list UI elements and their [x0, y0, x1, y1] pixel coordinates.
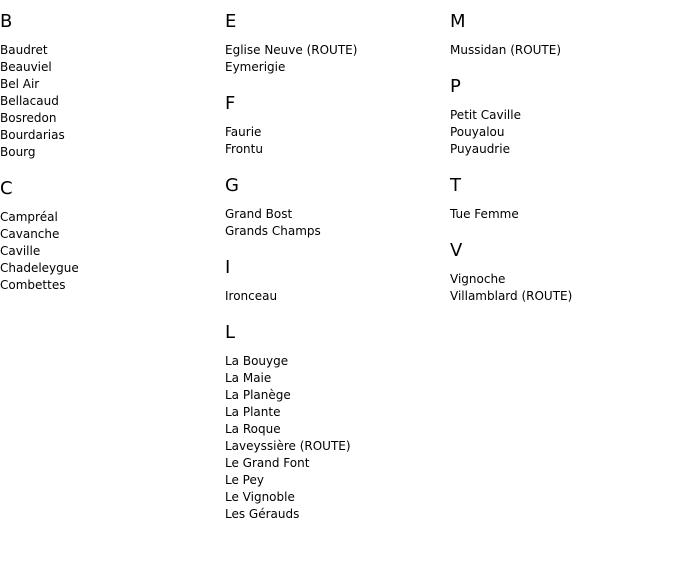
letter-group-m: [450, 11, 675, 59]
group-letter: T: [450, 175, 461, 196]
list-item: La Roque: [225, 422, 281, 436]
list-item: Grands Champs: [225, 224, 321, 238]
index-column-1: [0, 11, 225, 311]
group-letter: G: [225, 175, 239, 196]
letter-group-v: [450, 240, 675, 305]
letter-group-p: [450, 76, 675, 158]
list-item: La Maie: [225, 371, 272, 385]
group-letter: C: [0, 178, 13, 199]
group-letter: L: [225, 322, 236, 343]
group-letter: M: [450, 11, 466, 32]
entry-list: [450, 206, 675, 223]
entry-list: [450, 107, 675, 158]
list-item: Villamblard (ROUTE): [450, 289, 573, 303]
list-item: La Plante: [225, 405, 281, 419]
list-item: Vignoche: [450, 272, 506, 286]
letter-group-f: [225, 93, 450, 158]
list-item: Les Gérauds: [225, 507, 300, 521]
list-item: Bosredon: [0, 111, 57, 125]
entry-list: [225, 42, 450, 76]
entry-list: [450, 42, 675, 59]
letter-group-b: [0, 11, 225, 161]
list-item: Bourdarias: [0, 128, 65, 142]
list-item: Le Vignoble: [225, 490, 295, 504]
index-column-3: [450, 11, 675, 322]
letter-group-c: [0, 178, 225, 294]
list-item: Laveyssière (ROUTE): [225, 439, 351, 453]
index-column-2: [225, 11, 450, 540]
list-item: Baudret: [0, 43, 48, 57]
list-item: Eymerigie: [225, 60, 286, 74]
letter-group-i: [225, 257, 450, 305]
group-letter: P: [450, 76, 461, 97]
group-letter: E: [225, 11, 237, 32]
entry-list: [225, 206, 450, 240]
list-item: Bel Air: [0, 77, 40, 91]
letter-group-g: [225, 175, 450, 240]
list-item: Eglise Neuve (ROUTE): [225, 43, 358, 57]
list-item: Grand Bost: [225, 207, 293, 221]
entry-list: [450, 271, 675, 305]
list-item: Bellacaud: [0, 94, 59, 108]
list-item: Puyaudrie: [450, 142, 510, 156]
list-item: Caville: [0, 244, 41, 258]
letter-group-e: [225, 11, 450, 76]
letter-group-l: [225, 322, 450, 523]
list-item: Ironceau: [225, 289, 278, 303]
entry-list: [225, 288, 450, 305]
list-item: Pouyalou: [450, 125, 505, 139]
list-item: Beauviel: [0, 60, 52, 74]
list-item: Le Pey: [225, 473, 264, 487]
list-item: La Bouyge: [225, 354, 289, 368]
list-item: Combettes: [0, 278, 66, 292]
entry-list: [225, 124, 450, 158]
group-letter: F: [225, 93, 236, 114]
list-item: Mussidan (ROUTE): [450, 43, 562, 57]
list-item: Faurie: [225, 125, 262, 139]
list-item: Frontu: [225, 142, 263, 156]
list-item: Le Grand Font: [225, 456, 310, 470]
list-item: Chadeleygue: [0, 261, 79, 275]
list-item: Bourg: [0, 145, 36, 159]
group-letter: I: [225, 257, 231, 278]
letter-group-t: [450, 175, 675, 223]
group-letter: V: [450, 240, 463, 261]
list-item: Cavanche: [0, 227, 60, 241]
entry-list: [225, 353, 450, 523]
list-item: Campréal: [0, 210, 58, 224]
group-letter: B: [0, 11, 13, 32]
list-item: Petit Caville: [450, 108, 521, 122]
list-item: Tue Femme: [450, 207, 519, 221]
list-item: La Planège: [225, 388, 291, 402]
entry-list: [0, 209, 225, 294]
entry-list: [0, 42, 225, 161]
